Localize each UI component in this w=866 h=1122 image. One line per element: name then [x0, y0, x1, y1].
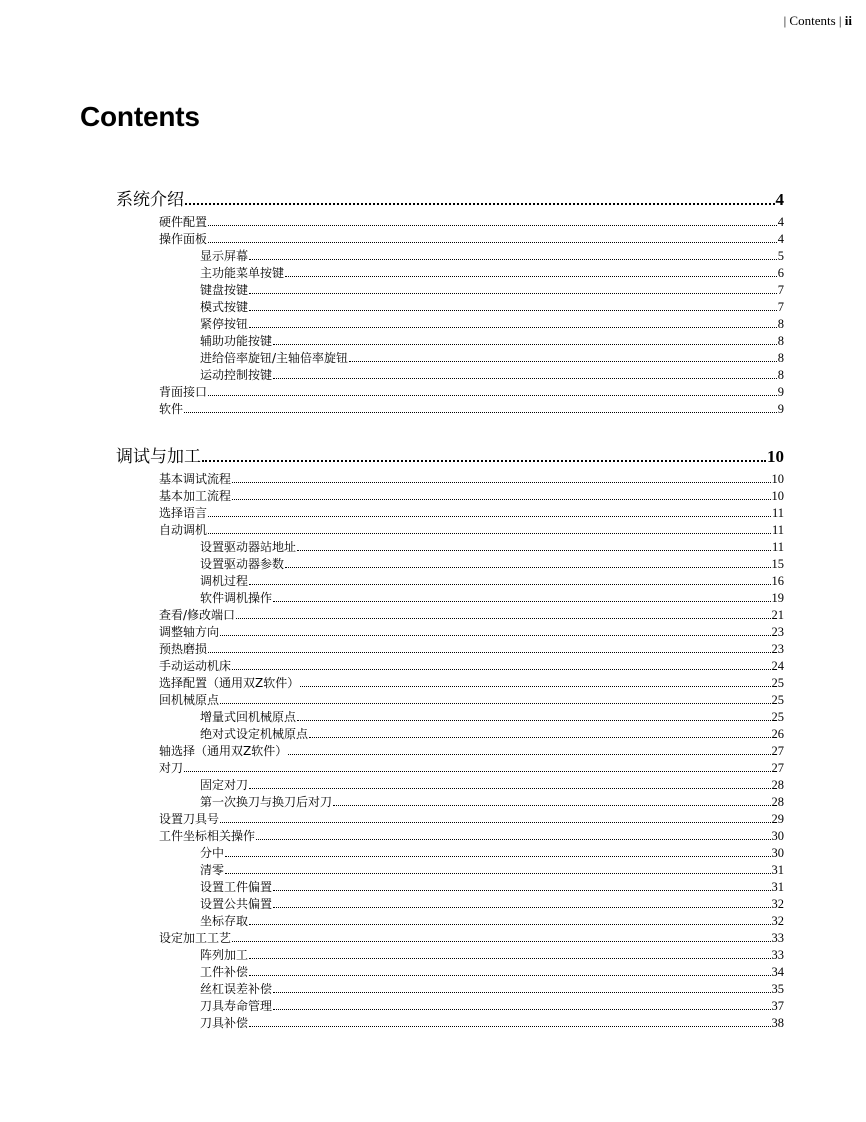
toc-entry-page: 37 — [771, 999, 784, 1013]
toc-entry-page: 33 — [771, 931, 784, 945]
toc-entry-page: 27 — [771, 744, 784, 758]
dot-leader — [184, 412, 777, 413]
toc-entry-title: 调试与加工 — [116, 447, 201, 467]
toc-entry-page: 21 — [771, 608, 784, 622]
toc-entry-page: 10 — [767, 447, 784, 466]
toc-entry-title: 显示屏幕 — [200, 249, 249, 263]
toc-entry-title: 丝杠误差补偿 — [200, 982, 273, 996]
dot-leader — [232, 669, 770, 670]
dot-leader — [208, 242, 777, 243]
dot-leader — [208, 516, 771, 517]
toc-entry-page: 4 — [777, 215, 784, 229]
toc-entry-title: 刀具补偿 — [200, 1016, 249, 1030]
dot-leader — [333, 805, 770, 806]
toc-entry[interactable] — [159, 505, 784, 521]
toc-entry-page: 34 — [771, 965, 784, 979]
toc-entry-page: 8 — [777, 334, 784, 348]
toc-entry[interactable] — [200, 350, 784, 366]
dot-leader — [202, 460, 766, 462]
toc-entry-title: 背面接口 — [159, 385, 208, 399]
toc-entry-page: 11 — [771, 523, 784, 537]
toc-chapter-entry[interactable] — [116, 447, 784, 467]
dot-leader — [225, 856, 770, 857]
dot-leader — [249, 924, 770, 925]
toc-entry-page: 25 — [771, 710, 784, 724]
toc-entry-title: 坐标存取 — [200, 914, 249, 928]
toc-entry-title: 设置公共偏置 — [200, 897, 273, 911]
toc-entry[interactable] — [159, 675, 784, 691]
dot-leader — [309, 737, 770, 738]
toc-entry-title: 基本调试流程 — [159, 472, 232, 486]
dot-leader — [297, 720, 770, 721]
toc-entry-page: 5 — [777, 249, 784, 263]
toc-entry-title: 调整轴方向 — [159, 625, 220, 639]
toc-entry-page: 28 — [771, 778, 784, 792]
toc-entry-page: 26 — [771, 727, 784, 741]
page-title: Contents — [80, 101, 200, 132]
toc-entry-title: 预热磨损 — [159, 642, 208, 656]
toc-entry-page: 11 — [771, 540, 784, 554]
dot-leader — [220, 635, 770, 636]
header-page-number: ii — [844, 13, 852, 28]
toc-entry-title: 自动调机 — [159, 523, 208, 537]
toc-entry-page: 8 — [777, 368, 784, 382]
dot-leader — [273, 601, 770, 602]
toc-entry-title: 工件补偿 — [200, 965, 249, 979]
toc-entry-title: 紧停按钮 — [200, 317, 249, 331]
toc-entry-title: 工件坐标相关操作 — [159, 829, 256, 843]
dot-leader — [232, 499, 770, 500]
toc-entry-title: 设置刀具号 — [159, 812, 220, 826]
toc-entry-page: 11 — [771, 506, 784, 520]
toc-entry-page: 30 — [771, 846, 784, 860]
toc-entry[interactable] — [200, 556, 784, 572]
toc-entry[interactable] — [159, 471, 784, 487]
dot-leader — [297, 550, 771, 551]
dot-leader — [225, 873, 770, 874]
toc-entry-page: 33 — [771, 948, 784, 962]
toc-entry-page: 4 — [777, 232, 784, 246]
toc-entry-title: 增量式回机械原点 — [200, 710, 297, 724]
toc-entry[interactable] — [200, 913, 784, 929]
toc-entry-page: 19 — [771, 591, 784, 605]
toc-entry[interactable] — [159, 522, 784, 538]
toc-entry[interactable] — [200, 726, 784, 742]
toc-entry-title: 基本加工流程 — [159, 489, 232, 503]
toc-entry-page: 31 — [771, 880, 784, 894]
toc-entry-title: 对刀 — [159, 761, 184, 775]
toc-entry[interactable] — [200, 299, 784, 315]
dot-leader — [273, 1009, 770, 1010]
dot-leader — [249, 975, 770, 976]
toc-entry-page: 10 — [771, 489, 784, 503]
dot-leader — [249, 259, 777, 260]
toc-entry-title: 软件 — [159, 402, 184, 416]
toc-entry-title: 查看/修改端口 — [159, 608, 236, 622]
dot-leader — [249, 584, 770, 585]
toc-entry-page: 10 — [771, 472, 784, 486]
dot-leader — [349, 361, 777, 362]
toc-entry-title: 手动运动机床 — [159, 659, 232, 673]
dot-leader — [249, 1026, 770, 1027]
toc-entry[interactable] — [200, 862, 784, 878]
toc-entry-page: 31 — [771, 863, 784, 877]
toc-entry[interactable] — [200, 590, 784, 606]
dot-leader — [256, 839, 770, 840]
toc-entry-page: 9 — [777, 385, 784, 399]
toc-entry-title: 回机械原点 — [159, 693, 220, 707]
dot-leader — [288, 754, 770, 755]
dot-leader — [184, 771, 770, 772]
toc-entry[interactable] — [200, 265, 784, 281]
toc-entry[interactable] — [159, 214, 784, 230]
toc-entry-page: 24 — [771, 659, 784, 673]
toc-entry-page: 32 — [771, 914, 784, 928]
toc-entry-page: 16 — [771, 574, 784, 588]
dot-leader — [273, 378, 777, 379]
toc-entry[interactable] — [200, 981, 784, 997]
toc-entry[interactable] — [159, 930, 784, 946]
toc-entry-page: 29 — [771, 812, 784, 826]
header-section: Contents — [789, 13, 836, 28]
toc-entry-page: 30 — [771, 829, 784, 843]
toc-entry-title: 绝对式设定机械原点 — [200, 727, 309, 741]
toc-entry[interactable] — [159, 384, 784, 400]
dot-leader — [232, 941, 770, 942]
toc-entry-page: 9 — [777, 402, 784, 416]
toc-entry[interactable] — [200, 947, 784, 963]
toc-entry-title: 调机过程 — [200, 574, 249, 588]
dot-leader — [285, 567, 770, 568]
toc-entry[interactable] — [159, 401, 784, 417]
dot-leader — [236, 618, 770, 619]
toc-entry[interactable] — [200, 964, 784, 980]
toc-entry-page: 8 — [777, 317, 784, 331]
toc-entry-title: 操作面板 — [159, 232, 208, 246]
toc-entry-title: 系统介绍 — [116, 190, 184, 210]
toc-chapter-entry[interactable] — [116, 190, 784, 210]
toc-entry-title: 设置驱动器站地址 — [200, 540, 297, 554]
toc-entry[interactable] — [200, 316, 784, 332]
toc-entry[interactable] — [159, 488, 784, 504]
toc-entry-page: 7 — [777, 300, 784, 314]
dot-leader — [208, 225, 777, 226]
dot-leader — [300, 686, 770, 687]
toc-entry-title: 设置工件偏置 — [200, 880, 273, 894]
toc-entry[interactable] — [200, 248, 784, 264]
toc-entry-title: 清零 — [200, 863, 225, 877]
toc-entry-title: 固定对刀 — [200, 778, 249, 792]
dot-leader — [220, 822, 770, 823]
dot-leader — [249, 788, 770, 789]
toc-entry-title: 运动控制按键 — [200, 368, 273, 382]
toc-entry-page: 23 — [771, 625, 784, 639]
toc-entry-page: 7 — [777, 283, 784, 297]
toc-entry[interactable] — [159, 607, 784, 623]
toc-entry[interactable] — [200, 777, 784, 793]
dot-leader — [273, 890, 770, 891]
toc-entry-title: 主功能菜单按键 — [200, 266, 285, 280]
toc-entry-title: 设置驱动器参数 — [200, 557, 285, 571]
toc-entry-title: 阵列加工 — [200, 948, 249, 962]
toc-entry-title: 分中 — [200, 846, 225, 860]
toc-entry[interactable] — [159, 828, 784, 844]
toc-entry[interactable] — [200, 1015, 784, 1031]
toc-entry[interactable] — [200, 282, 784, 298]
toc-entry-title: 设定加工工艺 — [159, 931, 232, 945]
toc-entry-title: 轴选择（通用双Z软件） — [159, 744, 288, 758]
dot-leader — [208, 395, 777, 396]
dot-leader — [232, 482, 770, 483]
toc-entry-title: 选择语言 — [159, 506, 208, 520]
header-separator: | — [783, 13, 790, 28]
toc-entry-title: 软件调机操作 — [200, 591, 273, 605]
toc-entry-page: 32 — [771, 897, 784, 911]
toc-entry[interactable] — [200, 573, 784, 589]
toc-entry-page: 25 — [771, 676, 784, 690]
toc-entry[interactable] — [159, 624, 784, 640]
toc-entry[interactable] — [159, 811, 784, 827]
toc-entry-page: 25 — [771, 693, 784, 707]
toc-entry[interactable] — [200, 879, 784, 895]
toc-entry-page: 23 — [771, 642, 784, 656]
dot-leader — [220, 703, 770, 704]
toc-entry[interactable] — [200, 333, 784, 349]
toc-entry[interactable] — [159, 760, 784, 776]
toc-entry-title: 选择配置（通用双Z软件） — [159, 676, 300, 690]
toc-entry[interactable] — [159, 658, 784, 674]
toc-entry-page: 15 — [771, 557, 784, 571]
dot-leader — [273, 992, 770, 993]
dot-leader — [285, 276, 777, 277]
toc-entry-title: 辅助功能按键 — [200, 334, 273, 348]
header-separator: | — [835, 13, 845, 28]
toc-entry[interactable] — [159, 641, 784, 657]
dot-leader — [273, 344, 777, 345]
toc-entry-page: 8 — [777, 351, 784, 365]
toc-entry-title: 模式按键 — [200, 300, 249, 314]
toc-entry-page: 27 — [771, 761, 784, 775]
toc-entry[interactable] — [159, 231, 784, 247]
toc-entry[interactable] — [200, 367, 784, 383]
toc-entry[interactable] — [200, 998, 784, 1014]
toc-entry[interactable] — [200, 539, 784, 555]
toc-entry-page: 38 — [771, 1016, 784, 1030]
toc-entry-title: 进给倍率旋钮/主轴倍率旋钮 — [200, 351, 349, 365]
toc-entry-page: 35 — [771, 982, 784, 996]
dot-leader — [185, 203, 775, 205]
dot-leader — [208, 652, 770, 653]
dot-leader — [249, 958, 770, 959]
toc-entry[interactable] — [200, 896, 784, 912]
toc-entry[interactable] — [159, 743, 784, 759]
toc-entry[interactable] — [200, 794, 784, 810]
toc-entry[interactable] — [200, 709, 784, 725]
toc-entry-title: 硬件配置 — [159, 215, 208, 229]
toc-entry[interactable] — [159, 692, 784, 708]
toc-entry[interactable] — [200, 845, 784, 861]
toc-entry-page: 6 — [777, 266, 784, 280]
toc-entry-title: 第一次换刀与换刀后对刀 — [200, 795, 333, 809]
toc-entry-page: 28 — [771, 795, 784, 809]
dot-leader — [273, 907, 770, 908]
toc-entry-title: 刀具寿命管理 — [200, 999, 273, 1013]
dot-leader — [208, 533, 771, 534]
dot-leader — [249, 293, 777, 294]
dot-leader — [249, 310, 777, 311]
dot-leader — [249, 327, 777, 328]
toc-entry-title: 键盘按键 — [200, 283, 249, 297]
toc-entry-page: 4 — [775, 190, 784, 209]
